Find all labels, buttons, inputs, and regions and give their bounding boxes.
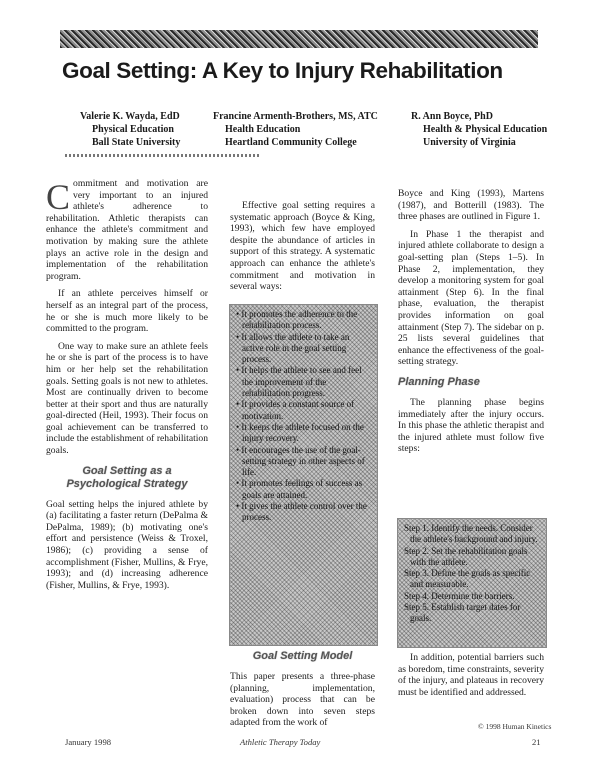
header-decorative-band bbox=[60, 30, 538, 48]
column-1 bbox=[46, 178, 208, 597]
benefits-list bbox=[230, 305, 377, 528]
column-3 bbox=[398, 188, 544, 461]
author-department: Health & Physical Education bbox=[423, 124, 548, 135]
author-name: Francine Armenth-Brothers, MS, ATC bbox=[213, 111, 378, 122]
benefits-sidebar-box bbox=[229, 304, 378, 646]
list-item: Step 4. Determine the barriers. bbox=[404, 590, 515, 601]
section-heading: Planning Phase bbox=[398, 375, 480, 388]
paragraph: Boyce and King (1993), Martens (1987), and Botterill (1983). The three phases are outlined in Figure 1. bbox=[398, 188, 544, 223]
author-institution: Ball State University bbox=[92, 137, 181, 148]
footer-journal: Athletic Therapy Today bbox=[240, 737, 321, 747]
author-name: Valerie K. Wayda, EdD bbox=[80, 111, 180, 122]
dropcap-letter: C bbox=[46, 177, 71, 217]
paragraph: This paper presents a three-phase (planning, implementation, evaluation) process that can be broken down into seven steps adapted from the work of bbox=[230, 671, 375, 729]
author-3 bbox=[411, 110, 547, 149]
list-item: Step 3. Define the goals as specific and measurable. bbox=[404, 568, 531, 590]
section-heading: Goal Setting Model bbox=[252, 650, 353, 662]
column-2-lower bbox=[230, 650, 375, 735]
list-item: • It helps the athlete to see and feel the improvement of the rehabilitation progress. bbox=[236, 365, 362, 399]
author-institution: Heartland Community College bbox=[225, 137, 357, 148]
column-3-lower bbox=[398, 652, 544, 704]
paragraph-text: ommitment and motivation are very important to an injured athlete's adherence to rehabilitation. Athletic therapists can enhance the athlete's commitment and motivation by making sure the athlete plays an active role in the design and implementation of the rehabilitation program. bbox=[46, 178, 208, 282]
list-item: • It allows the athlete to take an active role in the goal setting process. bbox=[236, 331, 350, 365]
author-1 bbox=[80, 110, 180, 149]
paragraph: In addition, potential barriers such as boredom, time constraints, severity of the injury, and plateaus in recovery must be identified and addressed. bbox=[398, 652, 544, 698]
author-department: Physical Education bbox=[92, 124, 174, 135]
paragraph: Goal setting helps the injured athlete by (a) facilitating a faster return (DePalma & DePalma, 1989); (b) motivating one's effort and persistence (Weiss & Troxel, 1986); (c) providing a sense of accomplishment (Fisher, Mullins, & Frye, 1993); and (d) increasing adherence (Fisher, Mullins, & Frye, 1993). bbox=[46, 498, 208, 591]
paragraph: Effective goal setting requires a systematic approach (Boyce & King, 1993), which few have employed despite the abundance of articles in support of this strategy. A systematic approach can enhance the athlete's commitment and motivation in several ways: bbox=[230, 200, 375, 293]
list-item: • It promotes the adherence to the rehabilitation process. bbox=[236, 309, 358, 331]
author-underline bbox=[65, 154, 260, 157]
list-item: Step 1. Identify the needs. Consider the athlete's background and injury. bbox=[404, 523, 538, 545]
author-2 bbox=[213, 110, 378, 149]
column-2 bbox=[230, 200, 375, 299]
paragraph: One way to make sure an athlete feels he or she is part of the process is to have him or her help set the rehabilitation goals. Setting goals is not new to athletes. Most are continually driven to become better at their sport and thus are naturally goal-directed (Heil, 1993). Their focus on goal achievement can be transferred to include the establishment of rehabilitation goals. bbox=[46, 340, 208, 457]
list-item: • It encourages the use of the goal-setting strategy in other aspects of life. bbox=[236, 444, 365, 478]
paragraph: The planning phase begins immediately after the injury occurs. In this phase the athletic therapist and the injured athlete must follow five steps: bbox=[398, 396, 544, 455]
author-department: Health Education bbox=[225, 124, 301, 135]
copyright-notice: © 1998 Human Kinetics bbox=[478, 722, 552, 731]
list-item: • It promotes feelings of success as goals are attained. bbox=[236, 478, 363, 500]
article-title: Goal Setting: A Key to Injury Rehabilitation bbox=[62, 58, 503, 83]
steps-list bbox=[398, 519, 546, 629]
steps-sidebar-box bbox=[397, 518, 547, 648]
paragraph: In Phase 1 the therapist and injured athlete collaborate to design a goal-setting plan (Steps 1–5). In Phase 2, implementation, they develop a monitoring system for goal attainment (Step 6). In the final phase, evaluation, the therapist provides information on goal attainment (Step 7). The sidebar on p. 25 lists several guidelines that enhance the effectiveness of the goal-setting strategy. bbox=[398, 228, 544, 368]
author-name: R. Ann Boyce, PhD bbox=[411, 111, 493, 122]
paragraph: If an athlete perceives himself or herself as an integral part of the process, he or she is much more likely to be committed to the program. bbox=[46, 288, 208, 335]
page-number: 21 bbox=[532, 737, 541, 747]
list-item: • It keeps the athlete focused on the injury recovery. bbox=[236, 421, 364, 444]
section-heading: Goal Setting as a Psychological Strategy bbox=[66, 464, 188, 490]
list-item: Step 2. Set the rehabilitation goals with the athlete. bbox=[404, 545, 528, 567]
list-item: Step 5. Establish target dates for goals. bbox=[404, 602, 521, 624]
intro-paragraph bbox=[46, 178, 208, 282]
list-item: • It gives the athlete control over the process. bbox=[236, 501, 367, 523]
footer-date: January 1998 bbox=[65, 737, 112, 747]
author-institution: University of Virginia bbox=[423, 137, 516, 148]
list-item: • It provides a constant source of motivation. bbox=[236, 399, 355, 421]
